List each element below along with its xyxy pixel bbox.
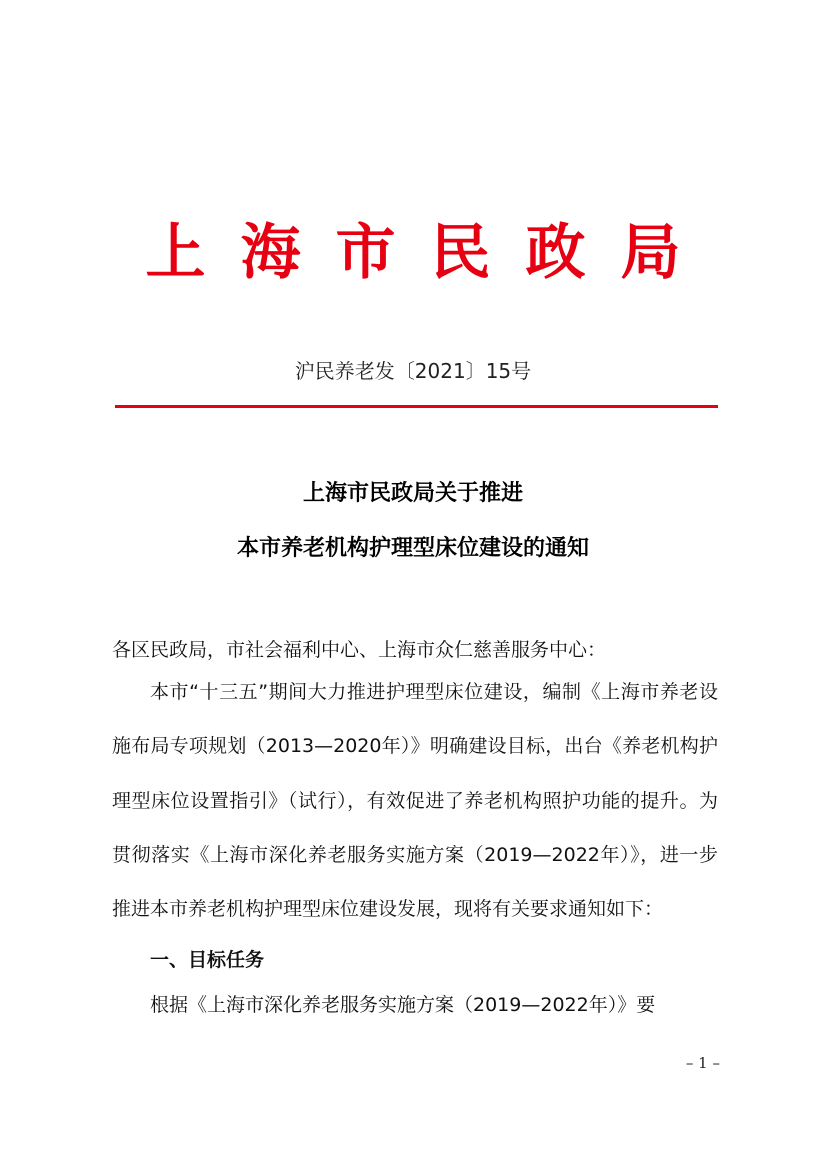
agency-header-title: 上海市民政局 — [145, 218, 716, 288]
body-paragraph-1: 本市“十三五”期间大力推进护理型床位建设，编制《上海市养老设施布局专项规划（2013—2020年）》明确建设目标，出台《养老机构护理型床位设置指引》（试行），有效促进了养老机构照护功能的提升。为贯彻落实《上海市深化养老服务实施方案（2019—2022年）》，进一步推进本市养老机构护理型床位建设发展，现将有关要求通知如下： — [112, 681, 718, 921]
page-number: – 1 – — [685, 1054, 720, 1072]
document-number: 沪民养老发〔2021〕15号 — [294, 359, 532, 383]
notice-title-line-1: 上海市民政局关于推进 — [302, 481, 523, 506]
section-heading-target-tasks: 一、目标任务 — [150, 949, 265, 971]
salutation: 各区民政局，市社会福利中心、上海市众仁慈善服务中心： — [112, 639, 607, 661]
red-divider-rule — [115, 405, 718, 408]
body-paragraph-2: 根据《上海市深化养老服务实施方案（2019—2022年）》要 — [150, 994, 656, 1016]
notice-title-line-2: 本市养老机构护理型床位建设的通知 — [236, 536, 589, 561]
